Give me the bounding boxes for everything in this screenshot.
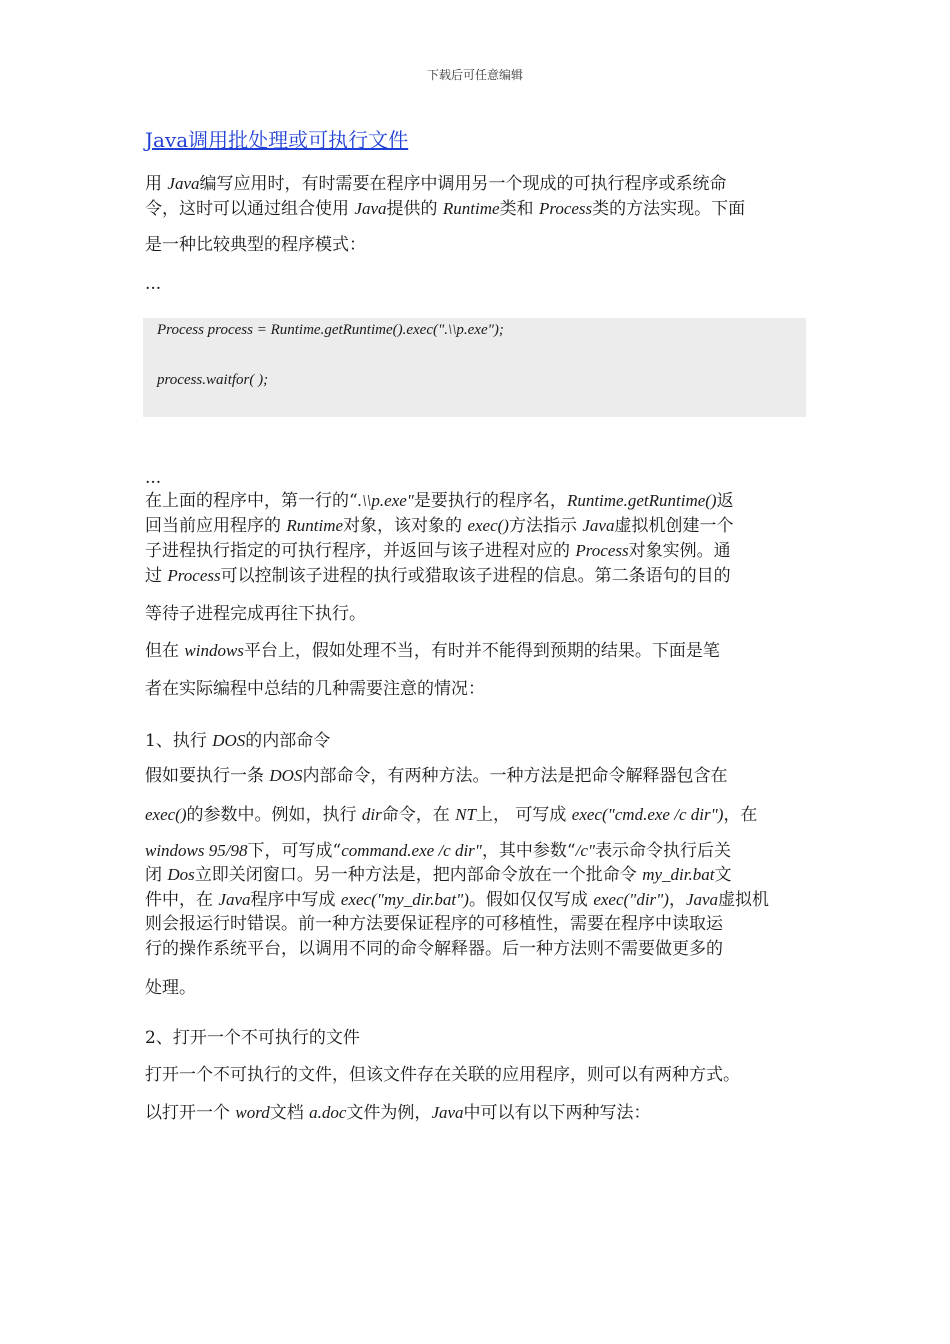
section-1-line-3: windows 95/98下，可写成“command.exe /c dir"，其中参数“/c"表示命令执行后关 [145,841,732,861]
section-1-heading: 1、执行 DOS的内部命令 [145,731,331,751]
explain-line-3: 子进程执行指定的可执行程序，并返回与该子进程对应的 Process对象实例。通 [145,541,731,561]
ellipsis-bottom: ... [145,468,162,488]
section-1-line-2: exec()的参数中。例如，执行 dir命令，在 NT上， 可写成 exec("cmd.exe /c dir")，在 [145,805,758,825]
explain-line-1: 在上面的程序中，第一行的“.\\p.exe"是要执行的程序名，Runtime.getRuntime()返 [145,491,734,511]
intro-line-1: 用 Java编写应用时，有时需要在程序中调用另一个现成的可执行程序或系统命 [145,174,727,194]
section-1-line-1: 假如要执行一条 DOS内部命令，有两种方法。一种方法是把命令解释器包含在 [145,766,728,786]
page-header: 下载后可任意编辑 [426,68,523,82]
code-line-1: Process process = Runtime.getRuntime().exec(".\\p.exe"); [157,322,504,338]
intro-line-3: 是一种比较典型的程序模式： [145,235,366,255]
section-1-line-6: 则会报运行时错误。前一种方法要保证程序的可移植性，需要在程序中读取运 [145,914,723,934]
explain-line-5: 等待子进程完成再往下执行。 [145,604,366,624]
intro-line-2: 令，这时可以通过组合使用 Java提供的 Runtime类和 Process类的方法实现。下面 [145,199,746,219]
section-1-line-8: 处理。 [145,978,196,998]
section-2-heading: 2、打开一个不可执行的文件 [145,1028,360,1048]
section-1-line-7: 行的操作系统平台，以调用不同的命令解释器。后一种方法则不需要做更多的 [145,939,723,959]
section-1-line-4: 闭 Dos立即关闭窗口。另一种方法是，把内部命令放在一个批命令 my_dir.bat文 [145,865,732,885]
explain-line-4: 过 Process可以控制该子进程的执行或猎取该子进程的信息。第二条语句的目的 [145,566,731,586]
code-line-2: process.waitfor( ); [157,372,269,388]
article-title-link[interactable]: Java调用批处理或可执行文件 [145,128,409,152]
ellipsis-top: ... [145,274,162,294]
section-2-line-2: 以打开一个 word文档 a.doc文件为例，Java中可以有以下两种写法： [145,1103,651,1123]
section-2-line-1: 打开一个不可执行的文件，但该文件存在关联的应用程序，则可以有两种方式。 [145,1065,740,1085]
explain-line-2: 回当前应用程序的 Runtime对象，该对象的 exec()方法指示 Java虚拟机创建一个 [145,516,734,536]
windows-line-1: 但在 windows平台上，假如处理不当，有时并不能得到预期的结果。下面是笔 [145,641,720,661]
section-1-line-5: 件中，在 Java程序中写成 exec("my_dir.bat")。假如仅仅写成 exec("dir")，Java虚拟机 [145,890,770,910]
windows-line-2: 者在实际编程中总结的几种需要注意的情况： [145,679,485,699]
